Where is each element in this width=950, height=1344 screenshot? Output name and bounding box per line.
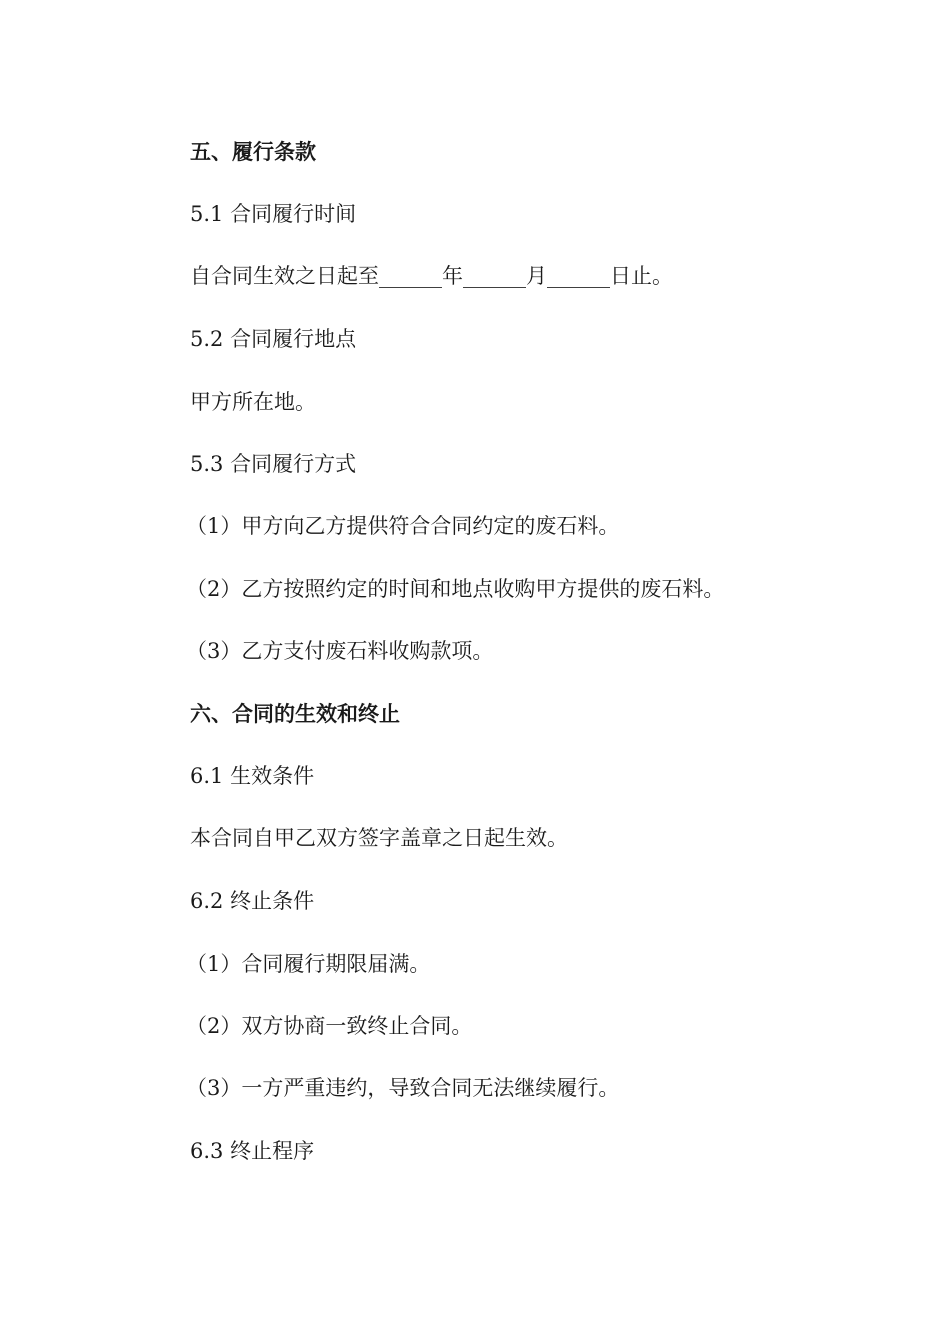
section-6-title: 六、合同的生效和终止 xyxy=(190,702,400,726)
clause-6-2-heading: 6.2 终止条件 xyxy=(190,889,315,913)
clause-5-2-text: 甲方所在地。 xyxy=(190,390,316,414)
clause-5-3-item: （3）乙方支付废石料收购款项。 xyxy=(186,639,494,663)
section-5-title: 五、履行条款 xyxy=(190,140,316,164)
clause-6-1-text: 本合同自甲乙双方签字盖章之日起生效。 xyxy=(190,826,568,850)
clause-6-1-heading: 6.1 生效条件 xyxy=(190,764,315,788)
clause-6-2-item: （3）一方严重违约，导致合同无法继续履行。 xyxy=(186,1076,620,1100)
clause-5-3-heading: 5.3 合同履行方式 xyxy=(190,452,357,476)
clause-5-1-heading: 5.1 合同履行时间 xyxy=(190,202,357,226)
clause-6-2-item: （2）双方协商一致终止合同。 xyxy=(186,1014,473,1038)
clause-5-3-item: （2）乙方按照约定的时间和地点收购甲方提供的废石料。 xyxy=(186,577,725,601)
clause-5-1-text: 自合同生效之日起至______年______月______日止。 xyxy=(190,264,673,288)
clause-5-3-item: （1）甲方向乙方提供符合合同约定的废石料。 xyxy=(186,514,620,538)
clause-5-2-heading: 5.2 合同履行地点 xyxy=(190,327,357,351)
clause-6-2-item: （1）合同履行期限届满。 xyxy=(186,952,431,976)
clause-6-3-heading: 6.3 终止程序 xyxy=(190,1139,315,1163)
